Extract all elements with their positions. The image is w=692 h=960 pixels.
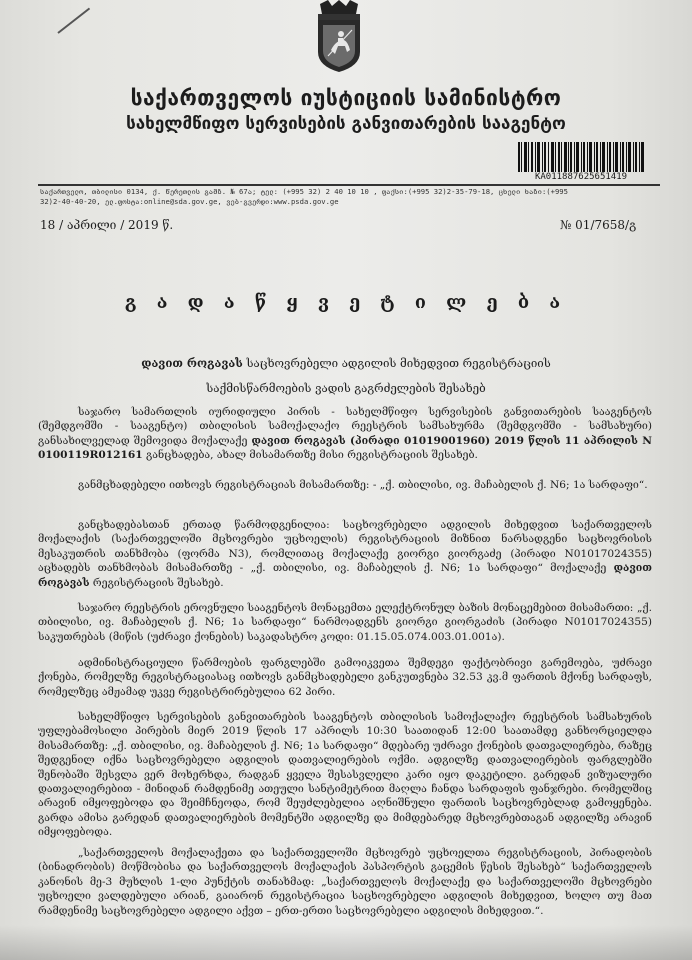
document-date: 18 / აპრილი / 2019 წ. bbox=[40, 218, 174, 232]
paragraph: „საქართველოს მოქალაქეთა და საქართველოში მცხოვრებ უცხოელთა რეგისტრაციის, პირადობის (ბინადრობის) მოწმობისა და საქართველოს მოქალაქის პასპორტის გაცემის წესის შესახებ“ საქართველოს კანონის მე-3 მუხლის 1-ლი პუნქტის თანახმად: „საქართველოს მოქალაქე და საქართველოში მცხოვრები უცხოელი ვალდებული არიან, გაიარონ რეგისტრაცია საცხოვრებელი ადგილის მიხედვით, ხოლო თუ მათ რამდენიმე საცხოვრებელი ადგილი აქვთ – ერთ-ერთი საცხოვრებელი ადგილის მიხედვით.“. bbox=[38, 847, 652, 917]
coat-of-arms-emblem bbox=[314, 0, 364, 72]
subject-line bbox=[0, 356, 692, 370]
photo-shadow bbox=[0, 925, 692, 960]
barcode bbox=[518, 142, 644, 172]
header-divider bbox=[38, 184, 660, 186]
paragraph bbox=[38, 478, 652, 492]
barcode-number: KA011887625651419 bbox=[534, 172, 628, 182]
subject-line: საქმისწარმოების ვადის გაგრძელების შესახებ bbox=[206, 381, 486, 395]
paragraph: ადმინისტრაციული წარმოების ფარგლებში გამოიკვეთა შემდეგი ფაქტობრივი გარემოება, უძრავი ქონება, რომელზე რეგისტრაციასაც ითხოვს განმცხადებელი განკუთვნება 32.53 კვ.მ ფართის მქონე სარდაფს, რომელზეც ამჟამად უკვე რეგისტრირებულია 62 პირი. bbox=[38, 657, 652, 698]
subject-name: დავით როგავას bbox=[141, 356, 243, 370]
paragraph-text: საჯარო სამართლის იურიდიული პირის - სახელმწიფო სერვისების განვითარების სააგენტოს (შემდგომში - სააგენტო) თბილისის სამოქალაქო რეესტრის სამსახურმა (შემდგომში - სამსახური) განსახილველად შემოვიდა მოქალაქე bbox=[38, 406, 652, 447]
paragraph: სახელმწიფო სერვისების განვითარების სააგენტოს თბილისის სამოქალაქო რეესტრის სამსახურის უფლებამოსილი პირების მიერ 2019 წლის 17 აპრილს 10:30 საათიდან 12:00 საათამდე განხორციელდა მისამართზე: „ქ. თბილისი, ივ. მაჩაბელის ქ. N6; 1ა სარდაფი“ მდებარე უძრავი ქონების დათვალიერება, რაზეც შედგენილ იქნა საცხოვრებელი ადგილის დათვალიერების ოქმი. ადგილზე დათვალიერების ფარგლებში შენობაში შესვლა ვერ მოხერხდა, რადგან ყველა შესასვლელი კარი იყო დაკეტილი. გარედან ვიზუალური დათვალიერებით - მინიდან რამდენიმე ათეული სანტიმეტრით მაღლა ჩანდა სარდაფის ფანჯრები. რომელშიც არავინ იმყოფებოდა და შეიმჩნეოდა, რომ შეუძლებელია აღნიშნული ფართის საცხოვრებლად გამოყენება. გარდა ამისა გარედან დათვალიერების მომენტში ადგილზე და მიმდებარედ მცხოვრებთაგან ადგილზე არავინ იმყოფებოდა. bbox=[38, 711, 652, 839]
document-title: გ ა დ ა წ ყ ვ ე ტ ი ლ ე ბ ა bbox=[124, 292, 568, 313]
contact-line: საქართველო, თბილისი 0134, ქ. წერეთლის გამზ. № 67ა; ტელ: (+995 32) 2 40 10 10 , ფაქსი:(+995 32)2-35-79-18, ცხელი ხაზი:(+995 bbox=[40, 187, 568, 196]
ministry-name: საქართველოს იუსტიციის სამინისტრო bbox=[130, 86, 562, 110]
pen-mark bbox=[57, 8, 90, 34]
applicant-reference: დავით როგავას (პირადი 01019001960) 2019 წლის 11 აპრილის N 0100119R012161 bbox=[38, 434, 652, 462]
paragraph bbox=[38, 518, 652, 590]
agency-name: სახელმწიფო სერვისების განვითარების სააგენტო bbox=[126, 114, 566, 134]
paragraph-text: განცხადება, ახალ მისამართზე მისი რეგისტრაციის შესახებ. bbox=[142, 449, 478, 462]
paragraph: საჯარო რეესტრის ეროვნული სააგენტოს მონაცემთა ელექტრონულ ბაზის მონაცემებით მისამართი: „ქ. თბილისი, ივ. მაჩაბელის ქ. N6; 1ა სარდაფი“ ნარმოადგენს გიორგი გიორგაძის (პირადი N01017024355) საკუთრებას (მიწის (უძრავი ქონების) საკადასტრო კოდი: 01.15.05.074.003.01.001ა). bbox=[38, 602, 652, 643]
applicant-name: დავით როგავას bbox=[38, 562, 652, 589]
contact-info bbox=[40, 187, 656, 207]
paragraph-text: რეგისტრაციის შესახებ. bbox=[89, 576, 224, 589]
subject-text: საცხოვრებელი ადგილის მიხედვით რეგისტრაციის bbox=[242, 356, 551, 370]
paragraph-text: განმცხადებელი ითხოვს რეგისტრაციას მისამართზე: - „ქ. თბილისი, ივ. მაჩაბელის ქ. N6; 1ა სარდაფი“. bbox=[78, 479, 648, 491]
paragraph bbox=[38, 405, 652, 463]
paragraph-text: განცხადებასთან ერთად წარმოდგენილია: საცხოვრებელი ადგილის მიხედვით საქართველოს მოქალაქის (საქართველოში მცხოვრები უცხოელის) რეგისტრაციის მიზნით ნარსადგენი საცხოვრისის მესაკუთრის თანხმობა (ფორმა N3), რომლითაც მოქალაქე გიორგი გიორგაძე (პირადი N01017024355) აცხადებს თანხმობას მისამართზე - „ქ. თბილისი, ივ. მაჩაბელის ქ. N6; 1ა სარდაფი“ მოქალაქე bbox=[38, 519, 652, 575]
document-number: № 01/7658/გ bbox=[560, 218, 637, 232]
contact-line: 32)2-40-40-20, ელ.ფოსტა:online@sda.gov.ge, ვებ-გვერდი:www.psda.gov.ge bbox=[40, 197, 339, 206]
